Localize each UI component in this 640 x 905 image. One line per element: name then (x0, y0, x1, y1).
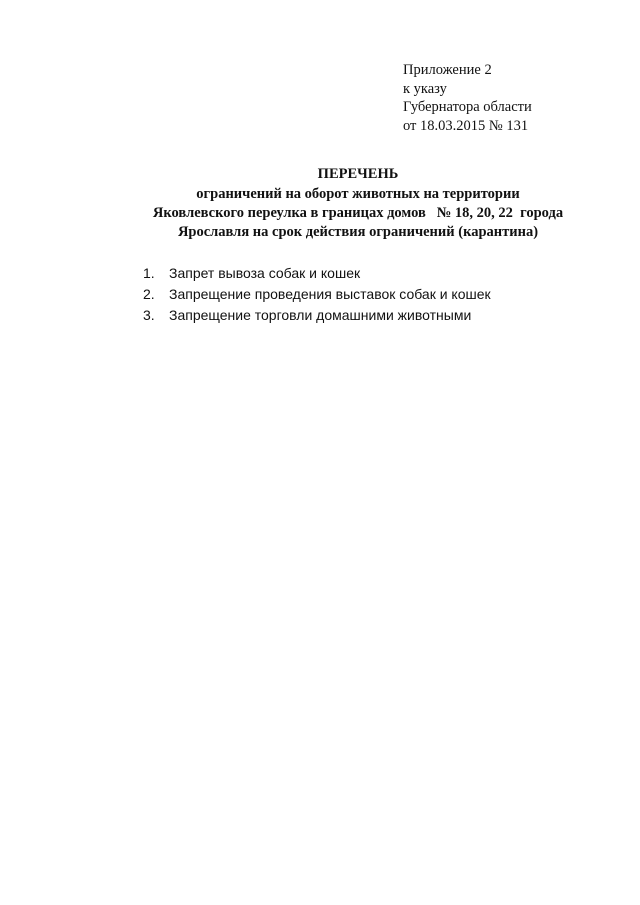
list-item-number: 3. (143, 307, 155, 323)
document-subtitle-line: ограничений на оборот животных на территории (196, 186, 520, 202)
list-item-text: Запрет вывоза собак и кошек (169, 265, 361, 281)
document-subtitle-line: Яковлевского переулка в границах домов № 18, 20, 22 города (152, 205, 564, 221)
restriction-list (143, 263, 491, 326)
document-heading (100, 165, 616, 242)
list-item-text: Запрещение проведения выставок собак и кошек (169, 286, 491, 302)
appendix-line: от 18.03.2015 № 131 (403, 117, 529, 134)
document-subtitle-line: Ярославля на срок действия ограничений (карантина) (177, 224, 539, 240)
appendix-block (403, 61, 532, 135)
list-item (143, 305, 491, 326)
appendix-line: Губернатора области (403, 99, 532, 115)
list-item-text: Запрещение торговли домашними животными (169, 307, 472, 323)
appendix-line: к указу (403, 80, 447, 97)
appendix-line: Приложение 2 (403, 62, 492, 78)
list-item (143, 284, 491, 305)
list-item-number: 2. (143, 286, 155, 302)
list-item-number: 1. (143, 265, 155, 281)
list-item (143, 263, 491, 284)
document-title: ПЕРЕЧЕНЬ (317, 166, 399, 182)
